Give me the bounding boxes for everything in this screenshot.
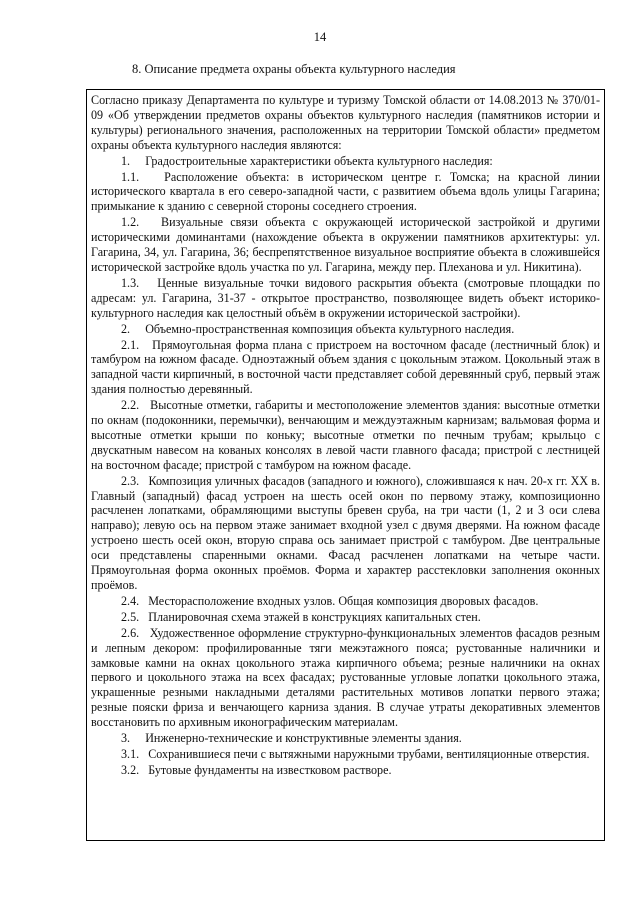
subject-of-protection-box	[86, 89, 605, 841]
item-2-1: 2.1. Прямоугольная форма плана с пристроем на восточном фасаде (лестничный блок) и тамбуром на южном фасаде. Одноэтажный объем здания с цокольным этажом. Цокольный этаж в западной части кирпичный, в восточной части представляет собой деревянный сруб, первый этаж здания полностью деревянный.	[91, 337, 604, 397]
item-2-4: 2.4. Месторасположение входных узлов. Общая композиция дворовых фасадов.	[121, 593, 539, 608]
item-3-2: 3.2. Бутовые фундаменты на известковом растворе.	[121, 762, 392, 777]
page-number: 14	[313, 30, 327, 44]
section-title: 8. Описание предмета охраны объекта культурного наследия	[132, 62, 456, 76]
item-1-2: 1.2. Визуальные связи объекта с окружающей исторической застройкой и другими историческими доминантами (нахождение объекта в окружении памятников архитектуры: ул. Гагарина, 34, ул. Гагарина, 36; беспрепятственное визуальное восприятие объекта в сложившейся исторической застройке вдоль участка по ул. Гагарина, между пер. Плеханова и ул. Никитина).	[91, 215, 604, 274]
item-3: 3. Инженерно-технические и конструктивные элементы здания.	[121, 731, 462, 746]
item-2-3: 2.3. Композиция уличных фасадов (западного и южного), сложившаяся к нач. 20-х гг. XX в. Главный (западный) фасад устроен на шесть осей окон по первому этажу, композиционно расчленен лопатками, обрамляющими выступы бревен сруба, на три части (1, 2 и 3 оси слева направо); левую ось на первом этаже занимает входной узел с двумя дверями. На южном фасаде устроено шесть осей окон, вторую справа ось занимает пристрой с тамбуром. Две центральные оси представлены спаренными окнами. Фасад расчленен лопатками на четыре части. Прямоугольная форма оконных проёмов. Форма и характер расстекловки заполнения оконных проёмов.	[91, 473, 604, 592]
item-1-3: 1.3. Ценные визуальные точки видового раскрытия объекта (смотровые площадки по адресам: ул. Гагарина, 31-37 - открытое пространство, позволяющее видеть объект историко-культурного наследия как целостный объём в окружении исторической застройки).	[91, 275, 604, 320]
item-2: 2. Объемно-пространственная композиция объекта культурного наследия.	[121, 321, 515, 336]
item-2-6: 2.6. Художественное оформление структурно-функциональных элементов фасадов резным и лепным декором: профилированные тяги межэтажного пояса; рустованные наличники и замковые камни на окнах цокольного этажа кирпичного объема; резные наличники на окнах первого и цокольного этажа на всех фасадах; рустованные угловые лопатки цокольного этажа, украшенные резными накладными деталями растительных мотивов лопатки первого этажа; резные пояски фриза и венчающего карниза здания. В случае утраты декоративных элементов восстановить по архивным иконографическим материалам.	[91, 625, 604, 730]
item-1: 1. Градостроительные характеристики объекта культурного наследия:	[121, 153, 493, 168]
intro-paragraph: Согласно приказу Департамента по культуре и туризму Томской области от 14.08.2013 № 370/01-09 «Об утверждении предметов охраны объектов культурного наследия (памятников истории и культуры) регионального значения, расположенных на территории Томской области» предметом охраны объекта культурного наследия являются:	[91, 93, 604, 152]
item-2-2: 2.2. Высотные отметки, габариты и местоположение элементов здания: высотные отметки по окнам (подоконники, перемычки), венчающим и междуэтажным карнизам; вальмовая форма и высотные отметки крыши по коньку; высотные отметки по печным трубам; крыльцо с двускатным навесом на кованых консолях в левой части главного фасада; пристрой с лестницей на восточном фасаде; пристрой с тамбуром на южном фасаде.	[91, 398, 604, 472]
item-2-5: 2.5. Планировочная схема этажей в конструкциях капитальных стен.	[121, 609, 481, 624]
item-3-1: 3.1. Сохранившиеся печи с вытяжными наружными трубами, вентиляционные отверстия.	[121, 746, 590, 761]
item-1-1: 1.1. Расположение объекта: в историческом центре г. Томска; на красной линии исторического квартала в его северо-западной части, с развитием объема вдоль улицы Гагарина; примыкание к зданию с северной стороны соседнего строения.	[91, 169, 604, 214]
